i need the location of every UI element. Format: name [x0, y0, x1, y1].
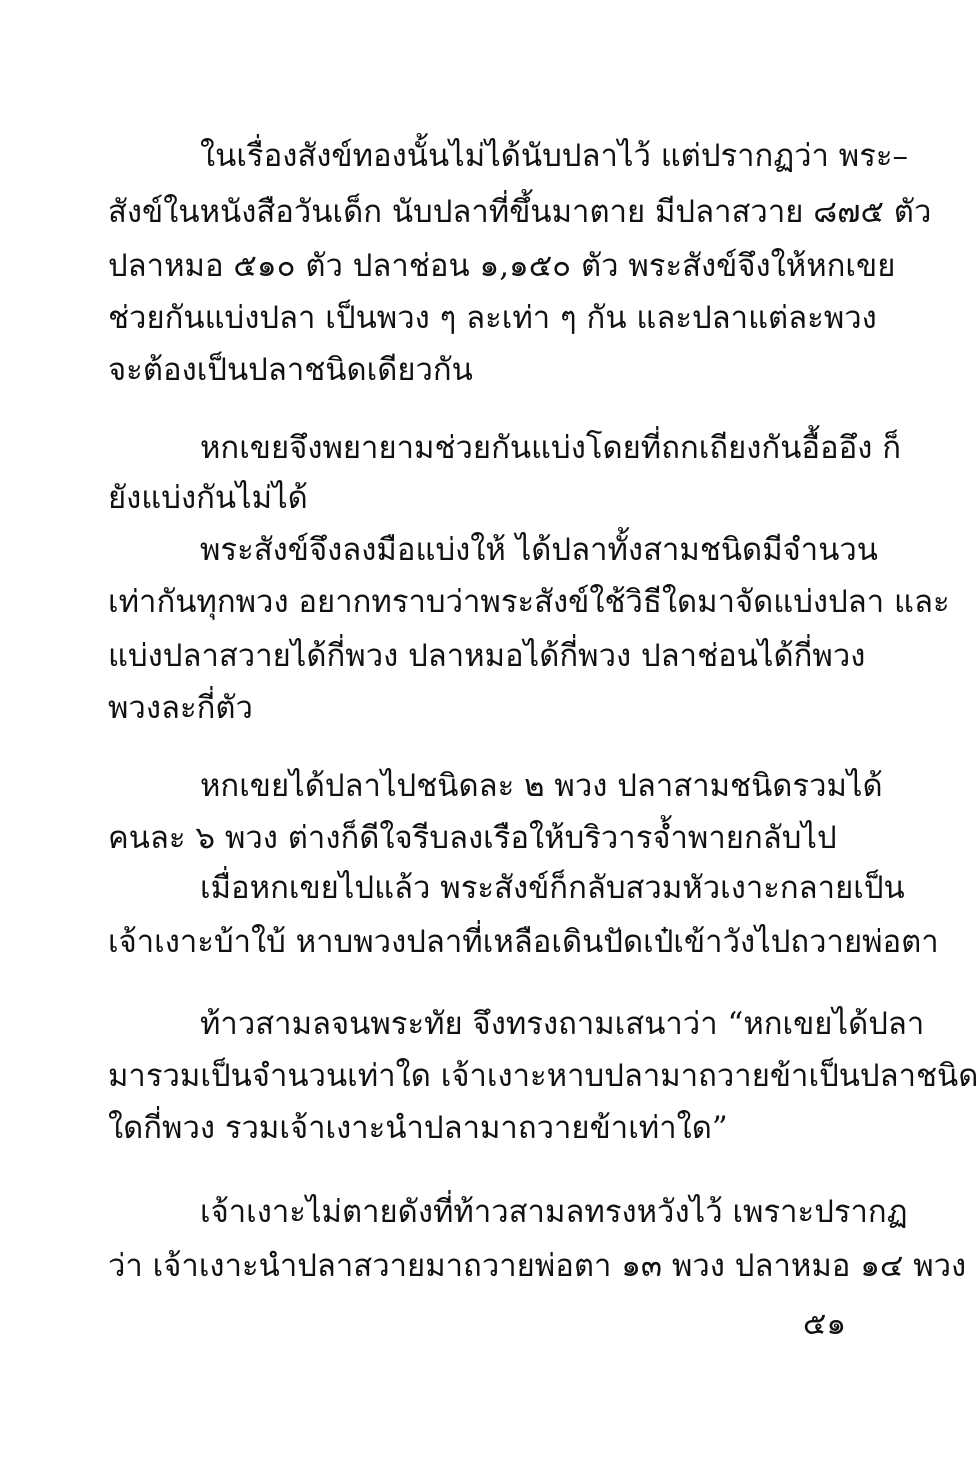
text-line: ว่า เจ้าเงาะนำปลาสวายมาถวายพ่อตา ๑๓ พวง ปลาหมอ ๑๔ พวง — [108, 1248, 967, 1284]
text-line: ช่วยกันแบ่งปลา เป็นพวง ๆ ละเท่า ๆ กัน และปลาแต่ละพวง — [108, 300, 877, 336]
text-line: เจ้าเงาะไม่ตายดังที่ท้าวสามลทรงหวังไว้ เพราะปรากฏ — [200, 1194, 908, 1230]
text-line: เท่ากันทุกพวง อยากทราบว่าพระสังข์ใช้วิธีใดมาจัดแบ่งปลา และ — [108, 584, 950, 620]
text-line: จะต้องเป็นปลาชนิดเดียวกัน — [108, 352, 473, 388]
text-line: ท้าวสามลจนพระทัย จึงทรงถามเสนาว่า “หกเขยได้ปลา — [200, 1006, 925, 1042]
page-number: ๕๑ — [802, 1306, 846, 1342]
text-line: หกเขยได้ปลาไปชนิดละ ๒ พวง ปลาสามชนิดรวมได้ — [200, 768, 883, 804]
text-line: เจ้าเงาะบ้าใบ้ หาบพวงปลาที่เหลือเดินปัดเป๋เข้าวังไปถวายพ่อตา — [108, 924, 939, 960]
text-line: เมื่อหกเขยไปแล้ว พระสังข์ก็กลับสวมหัวเงาะกลายเป็น — [200, 870, 905, 906]
text-line: ยังแบ่งกันไม่ได้ — [108, 480, 308, 516]
text-line: ใดกี่พวง รวมเจ้าเงาะนำปลามาถวายข้าเท่าใด” — [108, 1110, 728, 1146]
text-line: ปลาหมอ ๕๑๐ ตัว ปลาช่อน ๑,๑๕๐ ตัว พระสังข์จึงให้หกเขย — [108, 248, 896, 284]
text-line: หกเขยจึงพยายามช่วยกันแบ่งโดยที่ถกเถียงกันอื้ออึง ก็ — [200, 430, 901, 466]
text-line: สังข์ในหนังสือวันเด็ก นับปลาที่ขึ้นมาตาย มีปลาสวาย ๘๗๕ ตัว — [108, 194, 932, 230]
text-line: ในเรื่องสังข์ทองนั้นไม่ได้นับปลาไว้ แต่ปรากฏว่า พระ– — [200, 138, 909, 174]
text-line: คนละ ๖ พวง ต่างก็ดีใจรีบลงเรือให้บริวารจ้ำพายกลับไป — [108, 820, 837, 856]
text-line: พวงละกี่ตัว — [108, 690, 253, 726]
text-line: มารวมเป็นจำนวนเท่าใด เจ้าเงาะหาบปลามาถวายข้าเป็นปลาชนิด — [108, 1058, 978, 1094]
text-line: พระสังข์จึงลงมือแบ่งให้ ได้ปลาทั้งสามชนิดมีจำนวน — [200, 532, 878, 568]
text-line: แบ่งปลาสวายได้กี่พวง ปลาหมอได้กี่พวง ปลาช่อนได้กี่พวง — [108, 638, 866, 674]
